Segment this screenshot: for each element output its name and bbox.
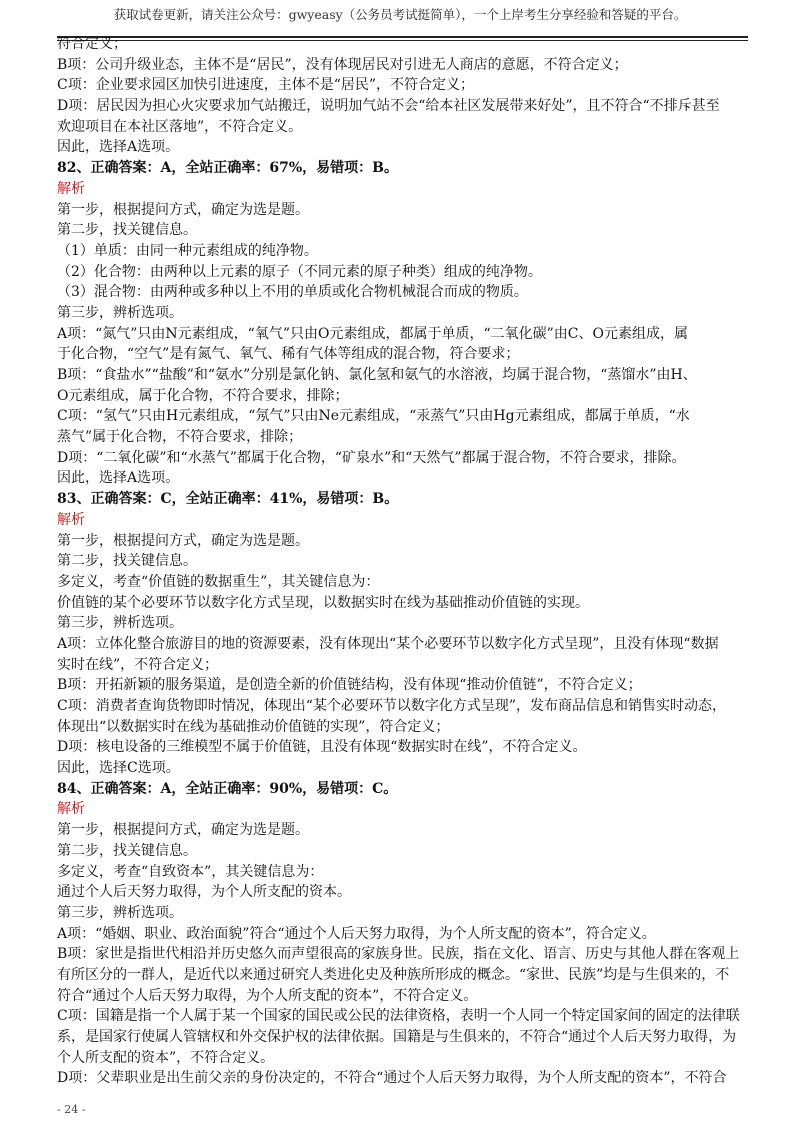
analysis-label: 解析 [57, 180, 85, 197]
answer-heading: 82、正确答案：A，全站正确率：67%，易错项：B。 [57, 160, 398, 177]
text-line: （2）化合物：由两种以上元素的原子（不同元素的原子种类）组成的纯净物。 [57, 263, 542, 280]
text-line: 第二步，找关键信息。 [57, 222, 197, 239]
answer-heading: 84、正确答案：A，全站正确率：90%，易错项：C。 [57, 780, 398, 797]
text-line: 因此，选择C选项。 [57, 760, 180, 777]
text-line: A项：“氮气”只由N元素组成，“氧气”只由O元素组成，都属于单质，“二氧化碳”由C、O元素组成，属 [57, 325, 688, 342]
text-line: （3）混合物：由两种或多种以上不用的单质或化合物机械混合而成的物质。 [57, 284, 528, 301]
text-line: A项：“婚姻、职业、政治面貌”符合“通过个人后天努力取得，为个人所支配的资本”，符合定义。 [57, 925, 656, 942]
text-line: 体现出“以数据实时在线为基础推动价值链的实现”，符合定义； [57, 718, 450, 735]
text-line: C项：企业要求园区加快引进速度，主体不是“居民”，不符合定义； [57, 77, 475, 94]
text-line: 第一步，根据提问方式，确定为选是题。 [57, 532, 309, 549]
page-number: - 24 - [57, 1103, 86, 1116]
text-line: （1）单质：由同一种元素组成的纯净物。 [57, 242, 318, 259]
page-header [0, 6, 800, 24]
text-line: D项：“二氧化碳”和“水蒸气”都属于化合物，“矿泉水”和“天然气”都属于混合物，不符合要求，排除。 [57, 449, 686, 466]
text-line: 欢迎项目在本社区落地”，不符合定义。 [57, 118, 303, 135]
text-line: 有所区分的一群人，是近代以来通过研究人类进化史及种族所形成的概念。“家世、民族”均是与生俱来的，不 [57, 966, 730, 983]
text-line: 个人所支配的资本”，不符合定义。 [57, 1049, 275, 1066]
header-account: gwyeasy [288, 7, 343, 22]
text-line: 第二步，找关键信息。 [57, 842, 197, 859]
text-line: 因此，选择A选项。 [57, 139, 180, 156]
analysis-label: 解析 [57, 801, 85, 818]
text-line: B项：“食盐水”“盐酸”和“氨水”分别是氯化钠、氯化氢和氨气的水溶液，均属于混合物，“蒸馏水”由H、 [57, 367, 697, 383]
header-prefix: 获取试卷更新，请关注公众号： [113, 7, 289, 22]
text-line: 第三步，辨析选项。 [57, 304, 183, 321]
text-line: 蒸气”属于化合物，不符合要求，排除； [57, 429, 303, 446]
text-line: C项：国籍是指一个人属于某一个国家的国民或公民的法律资格，表明一个人同一个特定国家间的固定的法律联 [57, 1008, 740, 1025]
answer-heading: 83、正确答案：C，全站正确率：41%，易错项：B。 [57, 491, 399, 508]
text-line: B项：家世是指世代相沿并历史悠久而声望很高的家族身世。民族，指在文化、语言、历史与其他人群在客观上 [57, 946, 740, 963]
text-line: A项：立体化整合旅游目的地的资源要素，没有体现出“某个必要环节以数字化方式呈现”，且没有体现“数据 [57, 635, 719, 652]
text-line: 实时在线”，不符合定义； [57, 656, 219, 673]
text-line: B项：公司升级业态，主体不是“居民”，没有体现居民对引进无人商店的意愿，不符合定义； [57, 56, 628, 73]
text-line: 多定义，考查“价值链的数据重生”，其关键信息为： [57, 573, 380, 590]
text-line: 第二步，找关键信息。 [57, 553, 197, 570]
text-line: 通过个人后天努力取得，为个人所支配的资本。 [57, 884, 351, 901]
text-line: D项：父辈职业是出生前父亲的身份决定的，不符合“通过个人后天努力取得，为个人所支配的资本”，不符合 [57, 1070, 727, 1087]
text-line: D项：核电设备的三维模型不属于价值链，且没有体现“数据实时在线”，不符合定义。 [57, 739, 587, 756]
text-line: B项：开拓新颖的服务渠道，是创造全新的价值链结构，没有体现“推动价值链”，不符合定义； [57, 677, 642, 694]
text-line: D项：居民因为担心火灾要求加气站搬迁，说明加气站不会“给本社区发展带来好处”，且不符合“不排斥甚至 [57, 98, 720, 115]
text-line: 多定义，考查“自致资本”，其关键信息为： [57, 863, 324, 880]
header-suffix: （公务员考试挺简单），一个上岸考生分享经验和答疑的平台。 [342, 7, 687, 22]
text-line: 价值链的某个必要环节以数字化方式呈现，以数据实时在线为基础推动价值链的实现。 [57, 594, 589, 611]
text-line: 因此，选择A选项。 [57, 470, 180, 487]
analysis-label: 解析 [57, 511, 85, 528]
text-line: 于化合物，“空气”是有氮气、氧气、稀有气体等组成的混合物，符合要求； [57, 346, 520, 363]
text-line: 第一步，根据提问方式，确定为选是题。 [57, 822, 309, 839]
text-line: C项：消费者查询货物即时情况，体现出“某个必要环节以数字化方式呈现”，发布商品信息和销售实时动态， [57, 698, 727, 714]
document-body [57, 34, 757, 1089]
text-line: 第三步，辨析选项。 [57, 615, 183, 632]
text-line: 符合“通过个人后天努力取得，为个人所支配的资本”，不符合定义。 [57, 987, 478, 1004]
text-line: C项：“氢气”只由H元素组成，“氖气”只由Ne元素组成，“汞蒸气”只由Hg元素组成，都属于单质，“水 [57, 408, 690, 425]
text-line: 第一步，根据提问方式，确定为选是题。 [57, 201, 309, 218]
text-line: 第三步，辨析选项。 [57, 904, 183, 921]
text-line: 符合定义； [57, 36, 127, 52]
text-line: 系，是国家行使属人管辖权和外交保护权的法律依据。国籍是与生俱来的，不符合“通过个人后天努力取得，为 [57, 1029, 737, 1045]
text-line: O元素组成，属于化合物，不符合要求，排除； [57, 387, 349, 404]
